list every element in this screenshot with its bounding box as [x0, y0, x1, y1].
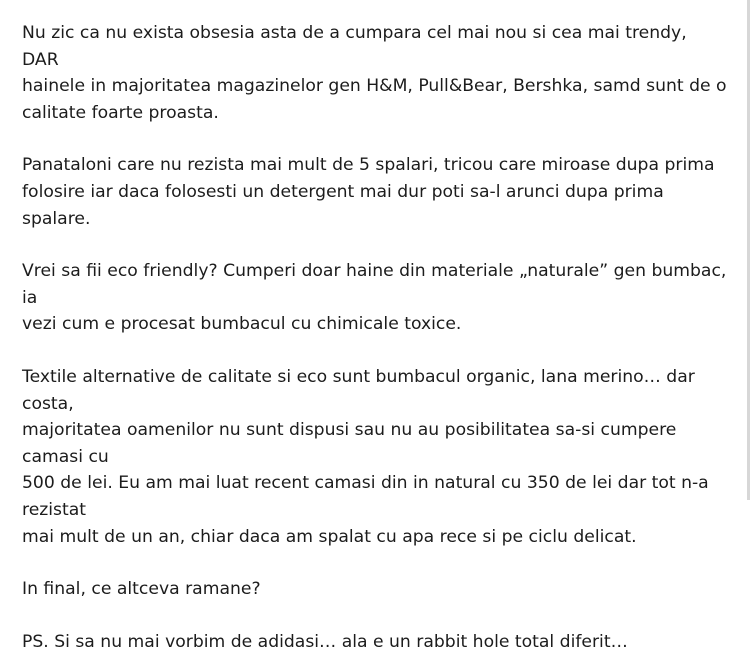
- post-paragraph: Vrei sa fii eco friendly? Cumperi doar haine din materiale „naturale” gen bumbac, ia vezi cum e procesat bumbacul cu chimicale toxice.: [22, 261, 727, 335]
- post-paragraph: Nu zic ca nu exista obsesia asta de a cumpara cel mai nou si cea mai trendy, DAR hainele in majoritatea magazinelor gen H&M, Pull&Bear, Bershka, samd sunt de o calitate foarte proasta.: [22, 23, 727, 123]
- post-paragraph: Panataloni care nu rezista mai mult de 5 spalari, tricou care miroase dupa prima folosire iar daca folosesti un detergent mai dur poti sa-l arunci dupa prima spalare.: [22, 155, 715, 229]
- post-paragraph: Textile alternative de calitate si eco sunt bumbacul organic, lana merino… dar costa, majoritatea oamenilor nu sunt dispusi sau nu au posibilitatea sa-si cumpere camasi cu 500 de lei. Eu am mai luat recent camasi din in natural cu 350 de lei dar tot n-a rezistat mai mult de un an, chiar daca am spalat cu apa rece si pe ciclu delicat.: [22, 366, 709, 547]
- post-paragraph: PS. Si sa nu mai vorbim de adidasi… ala e un rabbit hole total diferit…: [22, 631, 628, 652]
- post-paragraph: In final, ce altceva ramane?: [22, 579, 261, 600]
